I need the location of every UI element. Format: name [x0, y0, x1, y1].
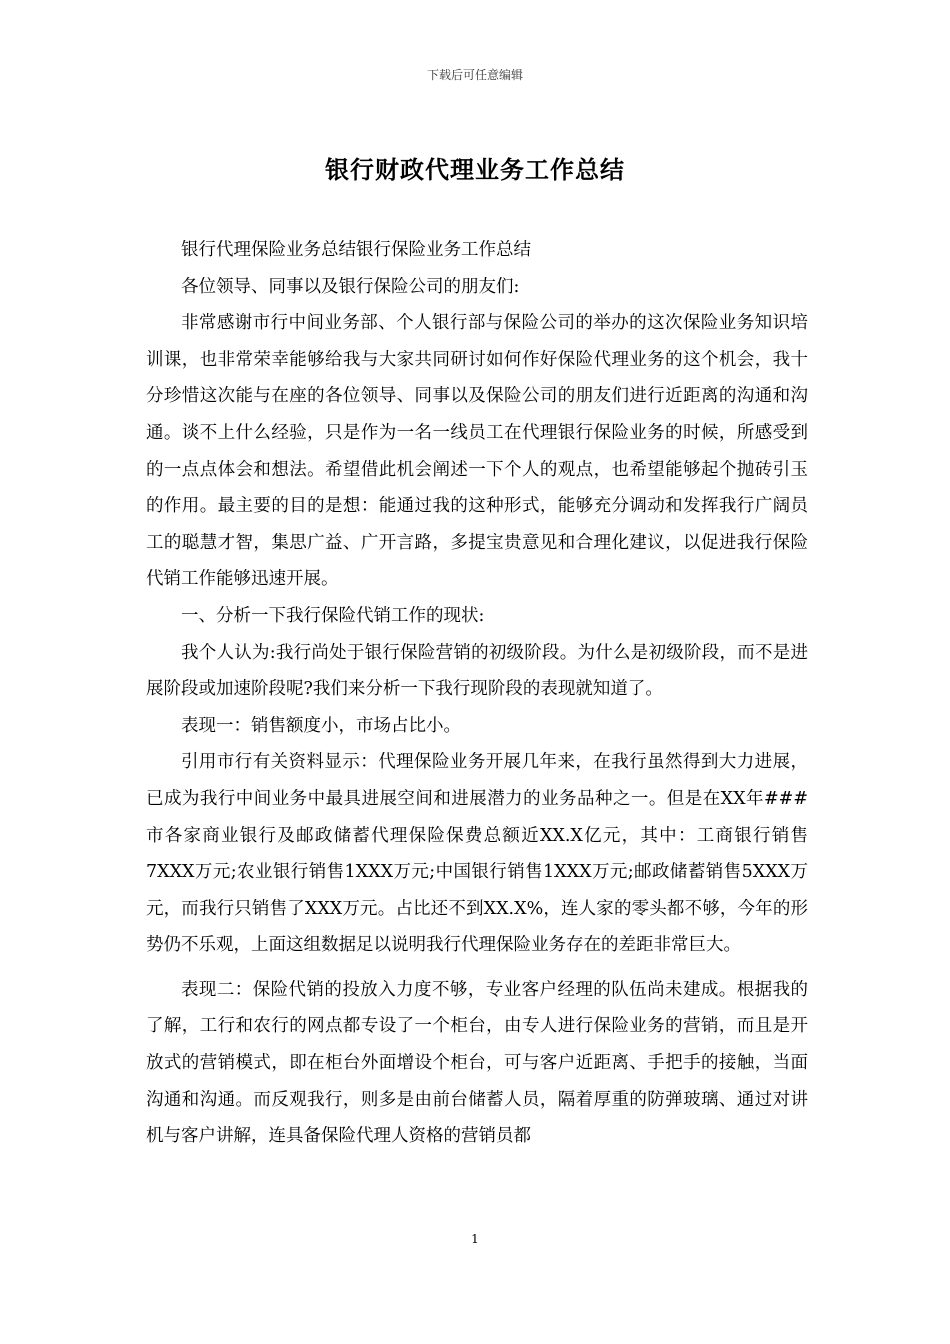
paragraph-opinion: 我个人认为:我行尚处于银行保险营销的初级阶段。为什么是初级阶段，而不是进展阶段或加速阶段呢?我们来分析一下我行现阶段的表现就知道了。 — [146, 642, 808, 700]
header-note: 下载后可任意编辑 — [426, 68, 523, 82]
paragraph-performance-two: 表现二：保险代销的投放入力度不够，专业客户经理的队伍尚未建成。根据我的了解，工行和农行的网点都专设了一个柜台，由专人进行保险业务的营销，而且是开放式的营销模式，即在柜台外面增设个柜台，可与客户近距离、手把手的接触，当面沟通和沟通。而反观我行，则多是由前台储蓄人员，隔着厚重的防弹玻璃、通过对讲机与客户讲解，连具备保险代理人资格的营销员都 — [146, 979, 808, 1147]
page-number: 1 — [471, 1232, 479, 1246]
document-body — [146, 232, 808, 1155]
paragraph-data: 引用市行有关资料显示：代理保险业务开展几年来，在我行虽然得到大力进展，已成为我行中间业务中最具进展空间和进展潜力的业务品种之一。但是在XX年###市各家商业银行及邮政储蓄代理保险保费总额近XX.X亿元，其中：工商银行销售7XXX万元;农业银行销售1XXX万元;中国银行销售1XXX万元;邮政储蓄销售5XXX万元，而我行只销售了XXX万元。占比还不到XX.X%，连人家的零头都不够，今年的形势仍不乐观，上面这组数据足以说明我行代理保险业务存在的差距非常巨大。 — [146, 752, 808, 956]
paragraph-intro: 非常感谢市行中间业务部、个人银行部与保险公司的举办的这次保险业务知识培训课，也非常荣幸能够给我与大家共同研讨如何作好保险代理业务的这个机会，我十分珍惜这次能与在座的各位领导、同事以及保险公司的朋友们进行近距离的沟通和沟通。谈不上什么经验，只是作为一名一线员工在代理银行保险业务的时候，所感受到的一点点体会和想法。希望借此机会阐述一下个人的观点，也希望能够起个抛砖引玉的作用。最主要的目的是想：能通过我的这种形式，能够充分调动和发挥我行广阔员工的聪慧才智，集思广益、广开言路，多提宝贵意见和合理化建议，以促进我行保险代销工作能够迅速开展。 — [146, 313, 808, 590]
paragraph-performance-one: 表现一：销售额度小，市场占比小。 — [181, 715, 461, 736]
document-title: 银行财政代理业务工作总结 — [325, 155, 625, 184]
paragraph-salutation: 各位领导、同事以及银行保险公司的朋友们: — [181, 276, 520, 297]
paragraph-heading-line: 银行代理保险业务总结银行保险业务工作总结 — [181, 240, 531, 260]
paragraph-section-one-heading: 一、分析一下我行保险代销工作的现状: — [181, 605, 485, 626]
